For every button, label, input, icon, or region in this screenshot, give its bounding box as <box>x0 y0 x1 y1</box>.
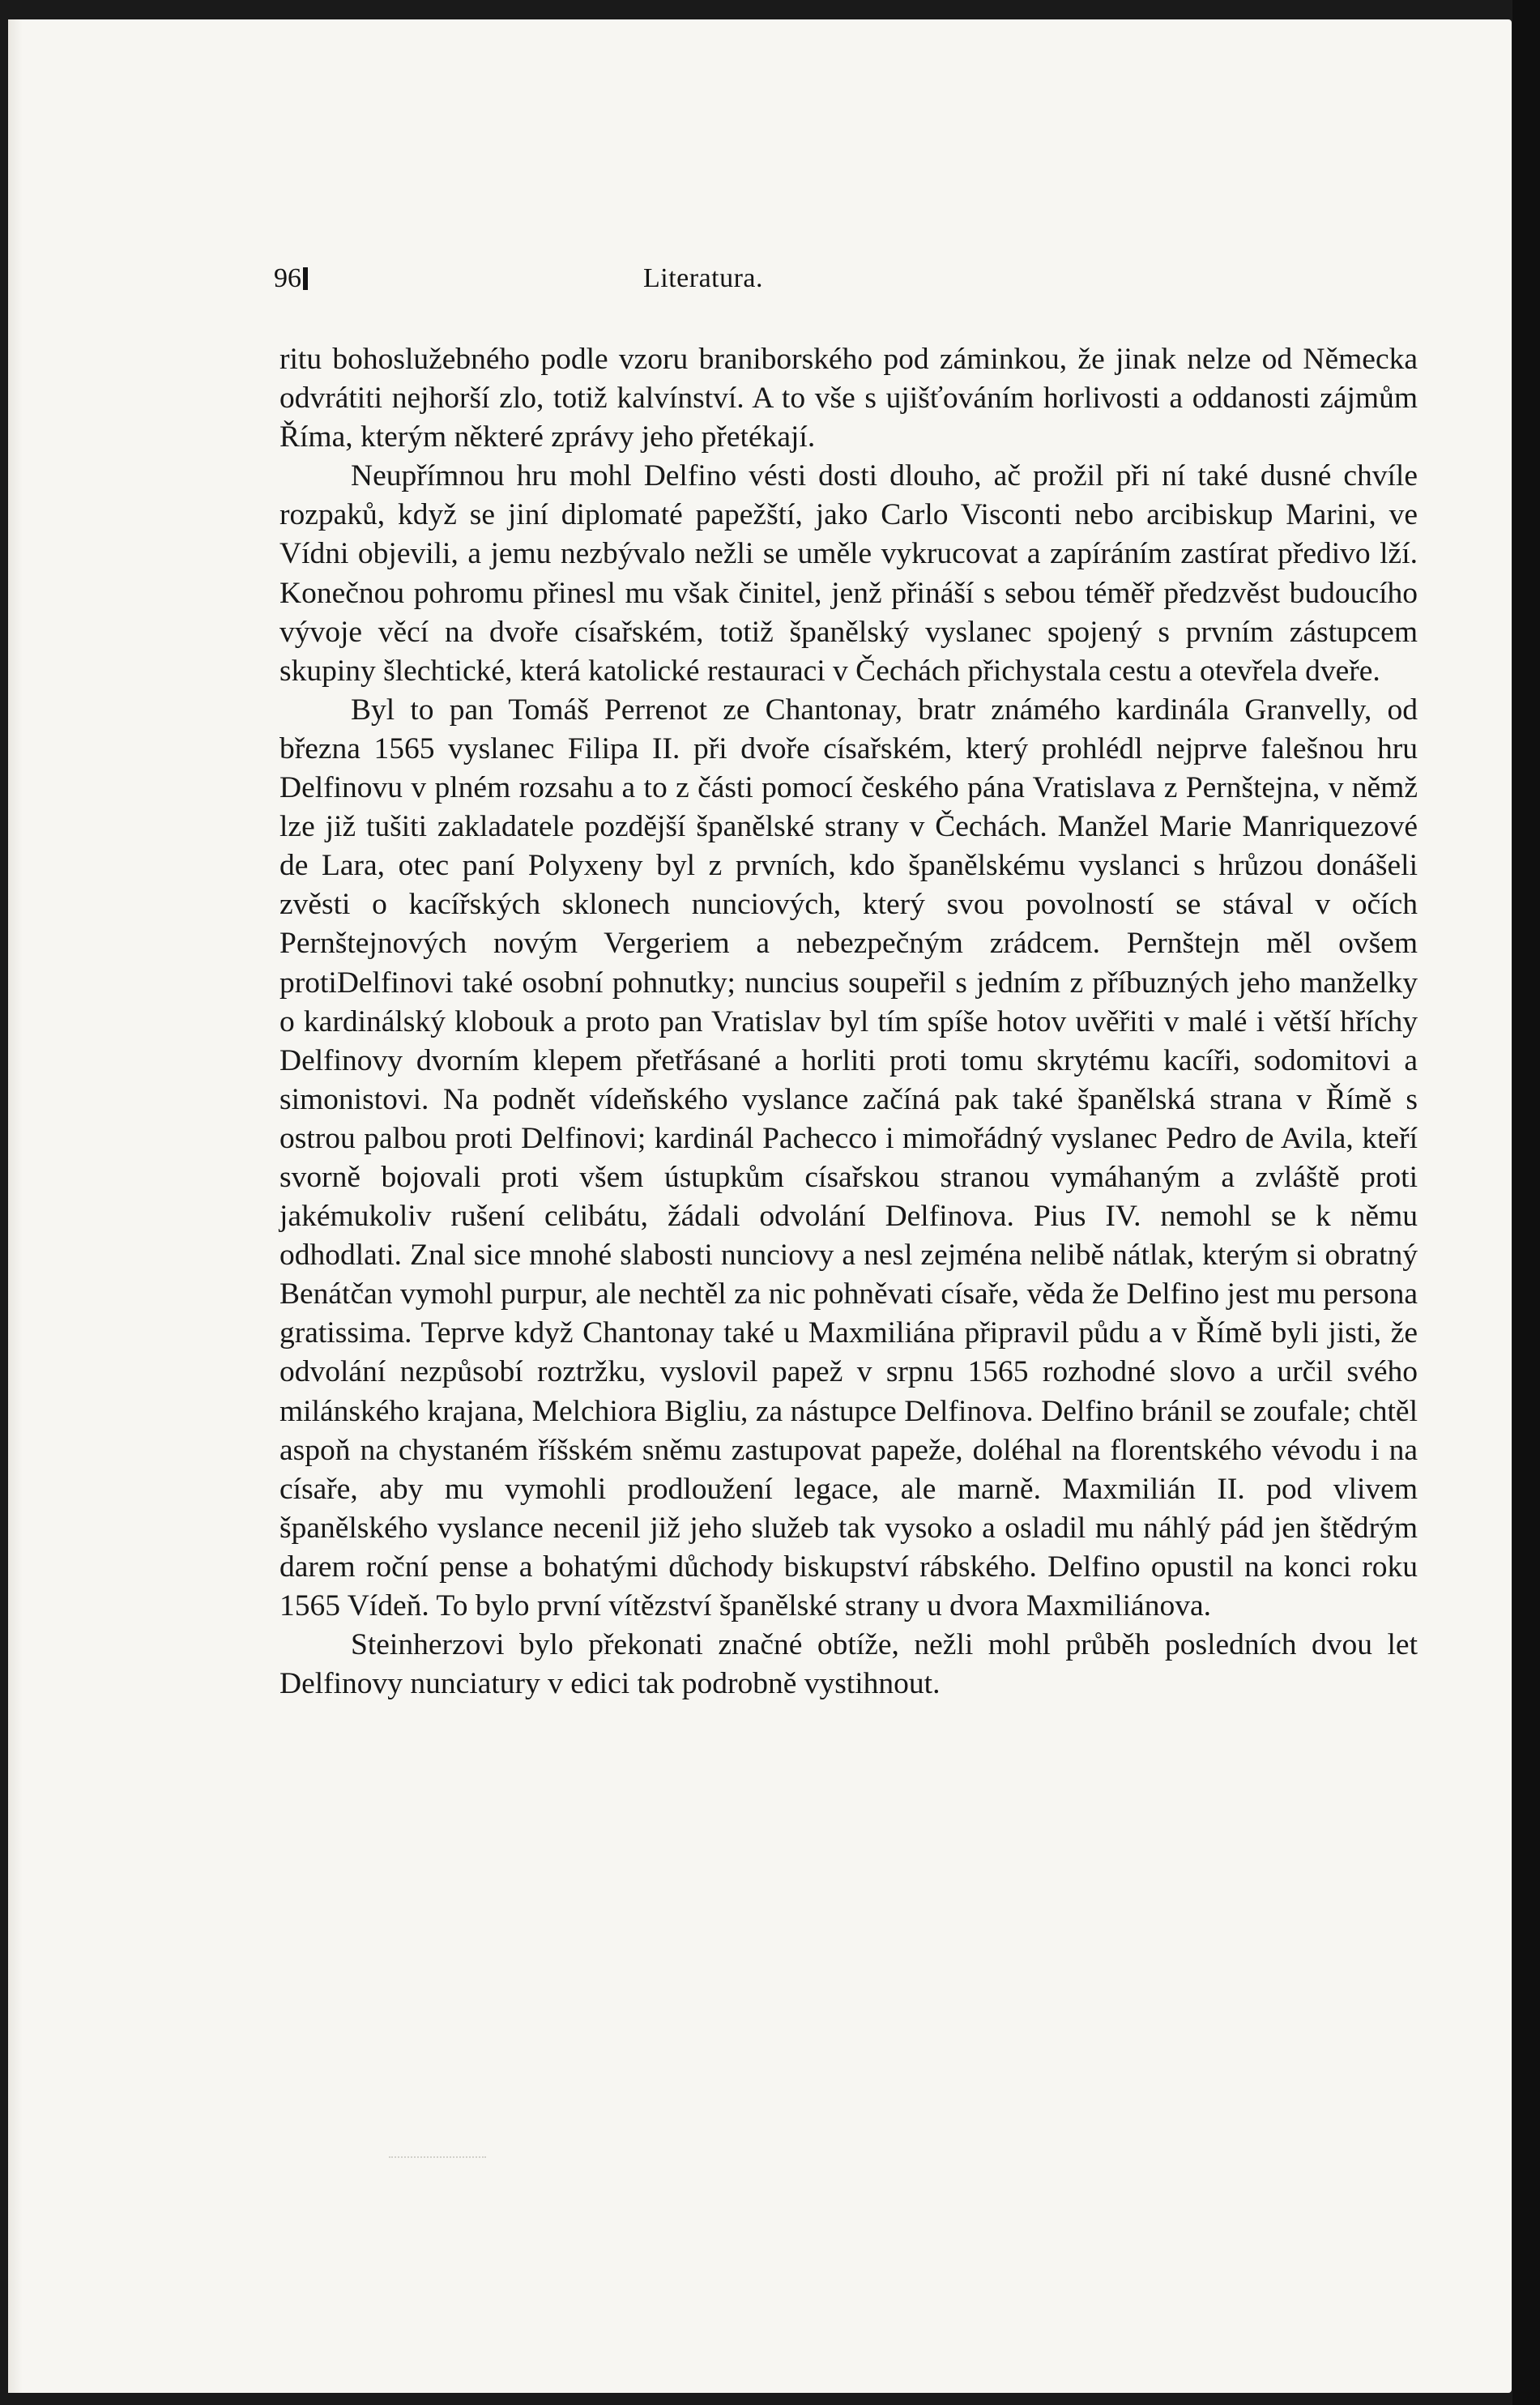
paragraph: Steinherzovi bylo překonati značné obtíže, nežli mohl průběh posledních dvou let Delfinovy nunciatury v edici tak podrobně vystihnout. <box>279 1628 1418 1701</box>
page-header <box>274 263 1424 302</box>
scan-artifact <box>389 2156 486 2161</box>
page-number: 96 <box>274 263 308 294</box>
body-text <box>279 340 1418 1704</box>
page-spine-shadow <box>8 19 23 2393</box>
paragraph: Neupřímnou hru mohl Delfino vésti dosti dlouho, ač prožil při ní také dusné chvíle rozpaků, když se jiní diplomaté papežští, jako Carlo Visconti nebo arcibiskup Marini, ve Vídni objevili, a jemu nezbývalo nežli se uměle vykrucovat a zapíráním zastírat předivo lží. Konečnou pohromu přinesl mu však činitel, jenž přináší s sebou téměř předzvěst budoucího vývoje věcí na dvoře císařském, totiž španělský vyslanec spojený s prvním zástupcem skupiny šlechtické, která katolické restauraci v Čechách přichystala cestu a otevřela dveře. <box>279 459 1418 688</box>
running-head: Literatura. <box>643 263 764 293</box>
paragraph: Byl to pan Tomáš Perrenot ze Chantonay, bratr známého kardinála Granvelly, od března 1565 vyslanec Filipa II. při dvoře císařském, který prohlédl nejprve falešnou hru Delfinovu v plném rozsahu a to z části pomocí českého pána Vratislava z Pernštejna, v němž lze již tušiti zakladatele pozdější španělské strany v Čechách. Manžel Marie Manriquezové de Lara, otec paní Polyxeny byl z prvních, kdo španělskému vyslanci s hrůzou donášeli zvěsti o kacířských sklonech nunciových, který svou povolností se stával v očích Pernštejnových novým Vergeriem a nebezpečným zrádcem. Pernštejn měl ovšem protiDelfinovi také osobní pohnutky; nuncius soupeřil s jedním z příbuzných jeho manželky o kardinálský klobouk a proto pan Vratislav byl tím spíše hotov uvěřiti v malé i větší hříchy Delfinovy dvorním klepem přetřásané a horliti proti tomu skrytému kacíři, sodomitovi a simonistovi. Na podnět vídeňského vyslance začíná pak také španělská strana v Římě s ostrou palbou proti Delfinovi; kardinál Pachecco i mimořádný vyslanec Pedro de Avila, kteří svorně bojovali proti všem ústupkům císařskou stranou vymáhaným a zvláště proti jakémukoliv rušení celibátu, žádali odvolání Delfinova. Pius IV. nemohl se k němu odhodlati. Znal sice mnohé slabosti nunciovy a nesl zejména nelibě nátlak, kterým si obratný Benátčan vymohl purpur, ale nechtěl za nic pohněvati císaře, věda že Delfino jest mu persona gratissima. Teprve když Chantonay také u Maxmiliána připravil půdu a v Římě byli jisti, že odvolání nezpůsobí roztržku, vyslovil papež v srpnu 1565 rozhodné slovo a určil svého milánského krajana, Melchiora Bigliu, za nástupce Delfinova. Delfino bránil se zoufale; chtěl aspoň na chystaném říšském sněmu zastupovat papeže, doléhal na florentského vévodu i na císaře, aby mu vymohli prodloužení legace, ale marně. Maxmilián II. pod vlivem španělského vyslance necenil již jeho služeb tak vysoko a osladil mu náhlý pád jen štědrým darem roční pense a bohatými důchody biskupství rábského. Delfino opustil na konci roku 1565 Vídeň. To bylo první vítězství španělské strany u dvora Maxmiliánova. <box>279 693 1418 1623</box>
paragraph-continuation: ritu bohoslužebného podle vzoru braniborského pod záminkou, že jinak nelze od Německa odvrátiti nejhorší zlo, totiž kalvínství. A to vše s ujišťováním horlivosti a oddanosti zájmům Říma, kterým některé zprávy jeho přetékají. <box>279 343 1418 454</box>
scan-edge <box>1512 0 1540 2405</box>
